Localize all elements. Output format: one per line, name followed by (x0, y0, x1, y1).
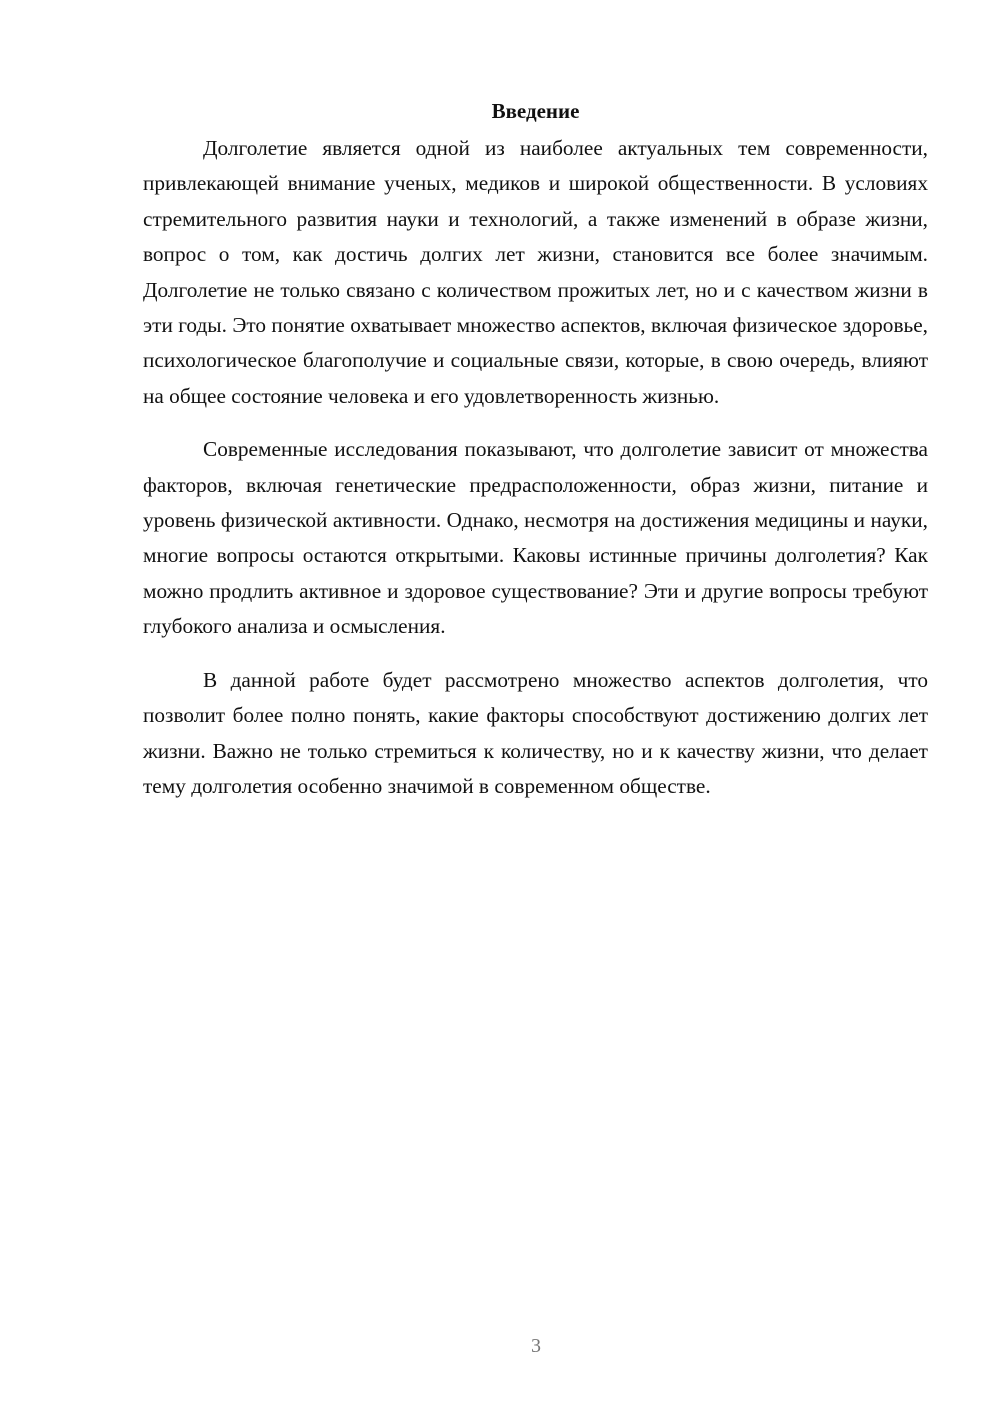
page-number: 3 (531, 1335, 541, 1357)
paragraph-2: Современные исследования показывают, что долголетие зависит от множества факторов, включая генетические предрасположенности, образ жизни, питание и уровень физической активности. Однако, несмотря на достижения медицины и науки, многие вопросы остаются открытыми. Каковы истинные причины долголетия? Как можно продлить активное и здоровое существование? Эти и другие вопросы требуют глубокого анализа и осмысления. (143, 437, 928, 639)
section-title: Введение (491, 99, 580, 123)
page-content (143, 96, 928, 804)
paragraph-3: В данной работе будет рассмотрено множество аспектов долголетия, что позволит более полно понять, какие факторы способствуют достижению долгих лет жизни. Важно не только стремиться к количеству, но и к качеству жизни, что делает тему долголетия особенно значимой в современном обществе. (143, 667, 928, 798)
paragraph-1: Долголетие является одной из наиболее актуальных тем современности, привлекающей внимание ученых, медиков и широкой общественности. В условиях стремительного развития науки и технологий, а также изменений в образе жизни, вопрос о том, как достичь долгих лет жизни, становится все более значимым. Долголетие не только связано с количеством прожитых лет, но и с качеством жизни в эти годы. Это понятие охватывает множество аспектов, включая физическое здоровье, психологическое благополучие и социальные связи, которые, в свою очередь, влияют на общее состояние человека и его удовлетворенность жизнью. (143, 136, 928, 408)
